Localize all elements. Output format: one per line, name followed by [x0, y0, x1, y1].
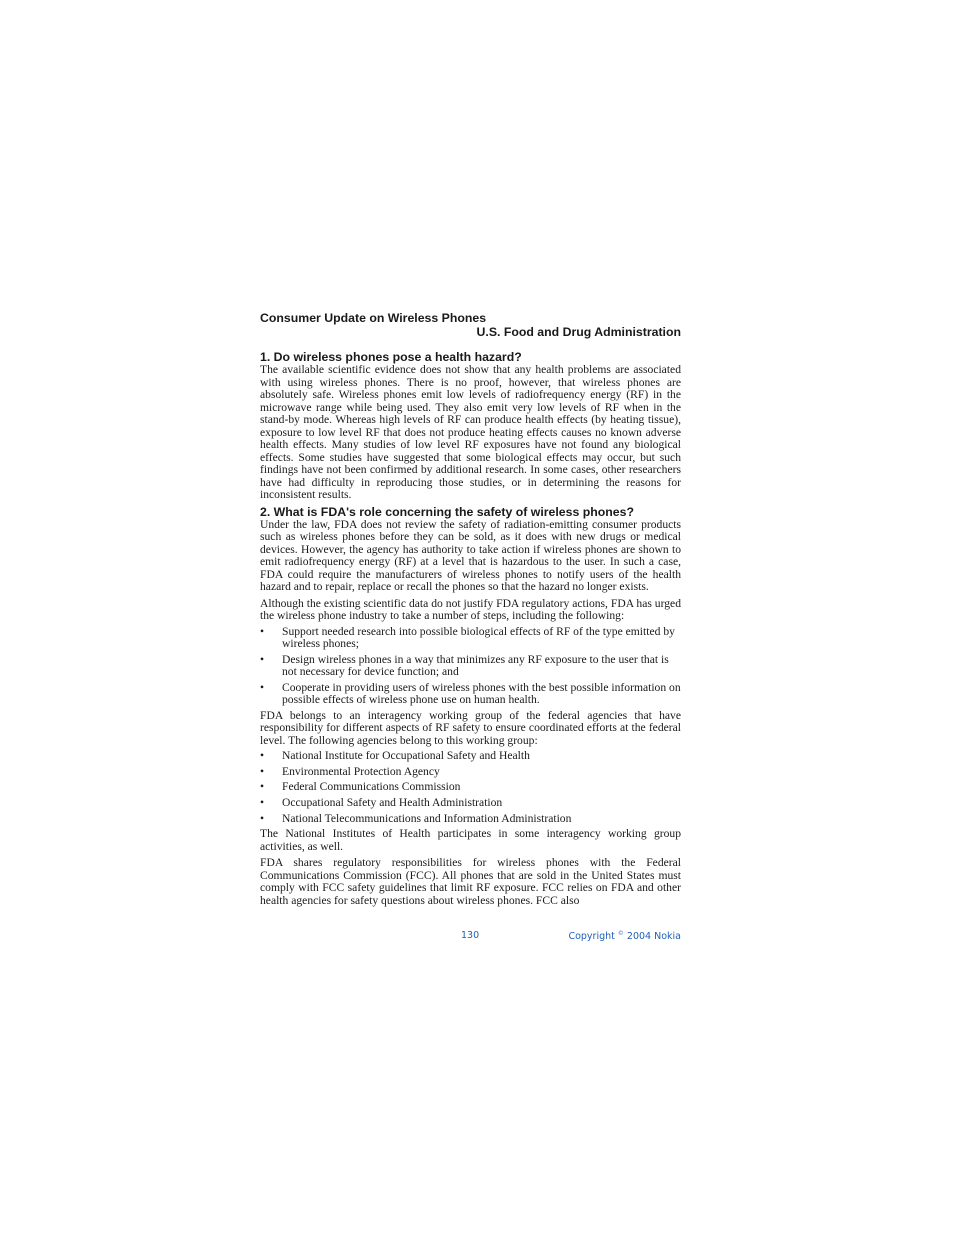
bullet-icon: • [260, 652, 265, 666]
list-item [260, 781, 681, 794]
page-footer [260, 930, 681, 944]
list-item [260, 813, 681, 826]
document-body [260, 311, 681, 907]
section-1-paragraph: The available scientific evidence does not show that any health problems are associated with using wireless phones. There is no proof, however, that wireless phones are absolutely safe. Wireless phones emit low levels of radiofrequency energy (RF) in the microwave range while being used. They also emit very low levels of RF when in the stand-by mode. Whereas high levels of RF can produce health effects (by heating tissue), exposure to low level RF that does not produce heating effects causes no known adverse health effects. Many studies of low level RF exposures have not found any biological effects. Some studies have suggested that some biological effects may occur, but such findings have not been confirmed by additional research. In some cases, other researchers have had difficulty in reproducing those studies, or in determining the reasons for inconsistent results. [260, 363, 681, 501]
list-item-text: Federal Communications Commission [282, 780, 461, 794]
list-item-text: Design wireless phones in a way that minimizes any RF exposure to the user that is not necessary for device function; and [282, 652, 669, 678]
list-item [260, 750, 681, 763]
copyright-suffix: 2004 Nokia [626, 931, 681, 943]
section-2-heading: 2. What is FDA's role concerning the safety of wireless phones? [260, 504, 634, 519]
list-item-text: National Institute for Occupational Safety and Health [282, 749, 530, 762]
bullet-icon: • [260, 764, 265, 778]
agencies-list [260, 750, 681, 825]
bullet-icon: • [260, 749, 265, 762]
fda-steps-list [260, 626, 681, 707]
bullet-icon: • [260, 780, 265, 794]
section-1-heading: 1. Do wireless phones pose a health hazard? [260, 350, 522, 364]
bullet-icon: • [260, 624, 265, 638]
list-item [260, 766, 681, 779]
bullet-icon: • [260, 680, 265, 694]
copyright-prefix: Copyright [568, 931, 615, 943]
list-item [260, 626, 681, 651]
list-item-text: Environmental Protection Agency [282, 764, 440, 778]
list-item-text: Occupational Safety and Health Administration [282, 796, 503, 810]
section-2-paragraph-3: FDA belongs to an interagency working group of the federal agencies that have responsibility for different aspects of RF safety to ensure coordinated efforts at the federal level. The following agencies belong to this working group: [260, 708, 681, 747]
list-item [260, 682, 681, 707]
section-2-paragraph-4: The National Institutes of Health participates in some interagency working group activities, as well. [260, 827, 681, 853]
copyright-symbol: © [617, 930, 624, 937]
list-item-text: National Telecommunications and Information Administration [282, 811, 572, 825]
list-item [260, 654, 681, 679]
list-item-text: Support needed research into possible biological effects of RF of the type emitted by wireless phones; [282, 624, 675, 650]
copyright-notice [568, 930, 681, 942]
section-2-paragraph-1: Under the law, FDA does not review the safety of radiation-emitting consumer products such as wireless phones before they can be sold, as it does with new drugs or medical devices. However, the agency has authority to take action if wireless phones are shown to emit radiofrequency energy (RF) at a level that is hazardous to the user. In such a case, FDA could require the manufacturers of wireless phones to notify users of the health hazard and to repair, replace or recall the phones so that the hazard no longer exists. [260, 517, 681, 593]
document-subtitle: U.S. Food and Drug Administration [476, 325, 681, 339]
bullet-icon: • [260, 796, 265, 810]
list-item-text: Cooperate in providing users of wireless phones with the best possible information on possible effects of wireless phone use on human health. [282, 680, 681, 706]
bullet-icon: • [260, 811, 265, 825]
list-item [260, 797, 681, 810]
section-2-paragraph-5: FDA shares regulatory responsibilities for wireless phones with the Federal Communications Commission (FCC). All phones that are sold in the United States must comply with FCC safety guidelines that limit RF exposure. FCC relies on FDA and other health agencies for safety questions about wireless phones. FCC also [260, 856, 681, 907]
document-title: Consumer Update on Wireless Phones [260, 311, 487, 325]
page-number: 130 [461, 930, 480, 941]
section-2-paragraph-2: Although the existing scientific data do not justify FDA regulatory actions, FDA has urged the wireless phone industry to take a number of steps, including the following: [260, 596, 681, 622]
